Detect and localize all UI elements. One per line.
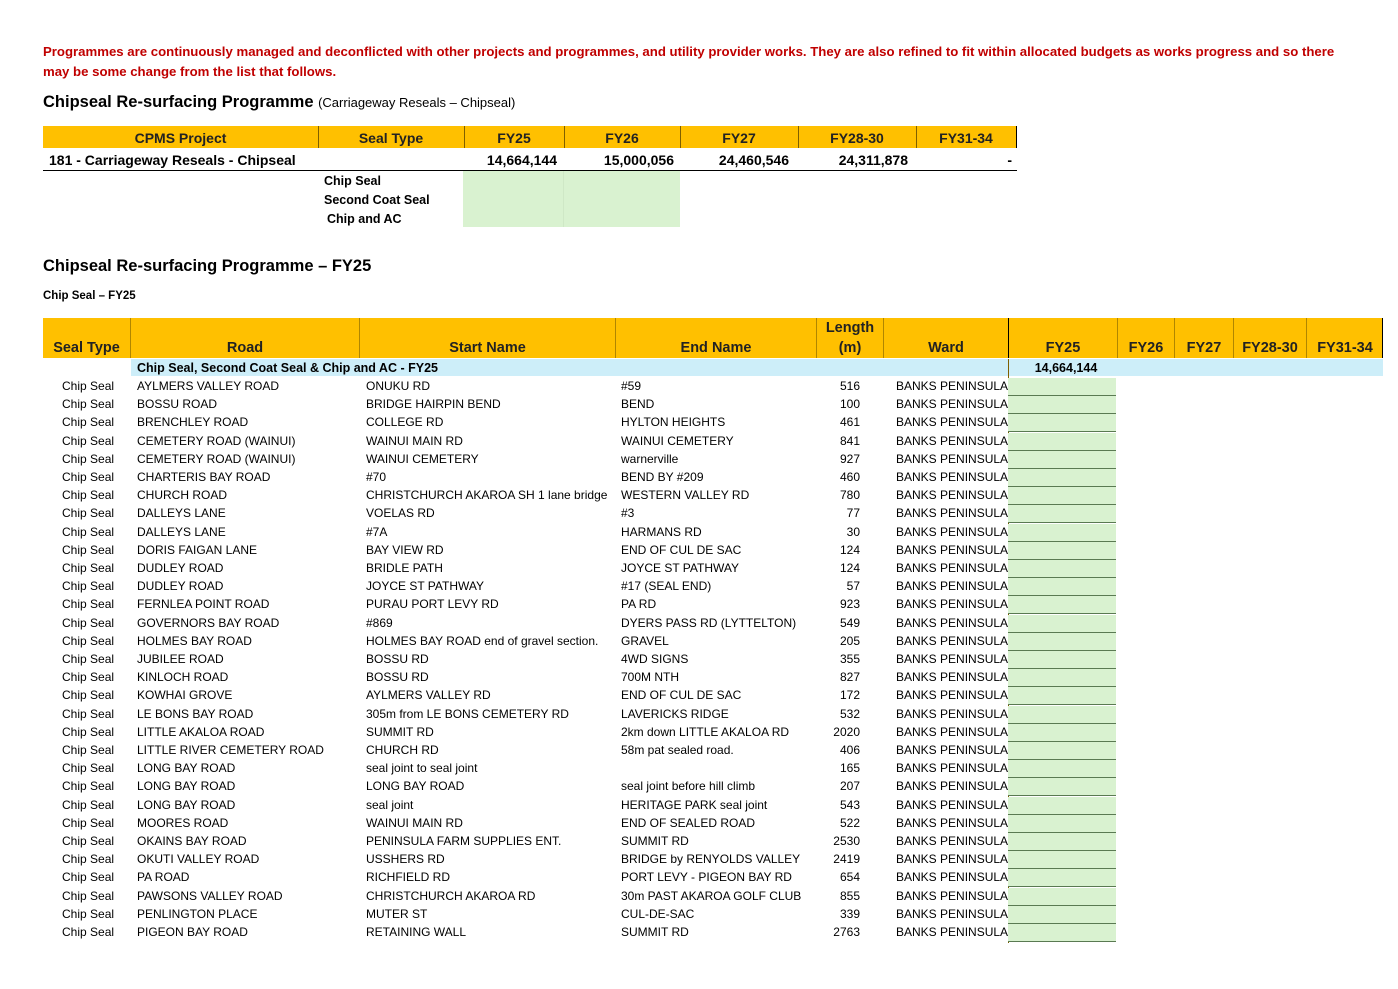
table-row bbox=[0, 633, 1398, 651]
end-name-cell: WAINUI CEMETERY bbox=[621, 433, 734, 448]
seal-type-cell: Chip Seal bbox=[62, 852, 115, 867]
summary-fy31-34-value: - bbox=[1007, 152, 1012, 168]
ward-cell: BANKS PENINSULA bbox=[896, 743, 1009, 757]
ward-cell: BANKS PENINSULA bbox=[896, 724, 1009, 739]
end-name-cell: END OF SEALED ROAD bbox=[621, 815, 756, 830]
seal-type-cell: Chip Seal bbox=[62, 615, 115, 630]
length-cell: 827 bbox=[839, 670, 860, 685]
end-name-cell: LAVERICKS RIDGE bbox=[621, 706, 729, 721]
summary-project-row bbox=[43, 148, 1017, 171]
seal-type-cell: Chip Seal bbox=[62, 433, 115, 448]
start-name-cell: #70 bbox=[366, 470, 387, 484]
length-cell: 355 bbox=[839, 652, 860, 666]
programme-title: Chipseal Re-surfacing Programme bbox=[43, 93, 314, 111]
fy25-cell bbox=[1008, 651, 1116, 669]
summary-fy25-value: 14,664,144 bbox=[486, 152, 557, 168]
start-name-cell: HOLMES BAY ROAD end of gravel section. bbox=[366, 633, 599, 648]
table-row bbox=[0, 615, 1398, 633]
fy25-cell bbox=[1008, 742, 1116, 760]
end-name-cell: SUMMIT RD bbox=[621, 834, 689, 848]
end-name-cell: seal joint before hill climb bbox=[621, 779, 756, 794]
table-row bbox=[0, 906, 1398, 924]
road-cell: HOLMES BAY ROAD bbox=[137, 633, 252, 648]
road-cell: PIGEON BAY ROAD bbox=[137, 925, 248, 939]
end-name-cell: DYERS PASS RD (LYTTELTON) bbox=[621, 615, 797, 630]
length-cell: 543 bbox=[839, 797, 860, 812]
table-row bbox=[0, 924, 1398, 942]
end-name-cell: #59 bbox=[621, 379, 642, 393]
header-fy26: FY26 bbox=[1128, 340, 1164, 356]
road-cell: FERNLEA POINT ROAD bbox=[137, 597, 270, 612]
start-name-cell: 305m from LE BONS CEMETERY RD bbox=[366, 706, 569, 721]
end-name-cell: BEND BY #209 bbox=[621, 470, 704, 484]
length-cell: 516 bbox=[839, 379, 860, 393]
end-name-cell: PORT LEVY - PIGEON BAY RD bbox=[621, 870, 792, 885]
ward-cell: BANKS PENINSULA bbox=[896, 925, 1009, 939]
length-cell: 2763 bbox=[833, 925, 860, 939]
fy25-cell bbox=[1008, 724, 1116, 742]
header-fy28-30: FY28-30 bbox=[1242, 340, 1298, 356]
ward-cell: BANKS PENINSULA bbox=[896, 579, 1009, 594]
seal-type-cell: Chip Seal bbox=[62, 597, 115, 612]
seal-type-cell: Chip Seal bbox=[62, 743, 115, 757]
road-cell: LITTLE RIVER CEMETERY ROAD bbox=[137, 743, 324, 757]
table-row bbox=[0, 869, 1398, 887]
length-cell: 2419 bbox=[833, 852, 860, 867]
summary-fy28-30-value: 24,311,878 bbox=[838, 152, 908, 168]
header-fy31-34: FY31-34 bbox=[1317, 340, 1373, 356]
header-fy27: FY27 bbox=[1186, 340, 1222, 356]
length-cell: 855 bbox=[839, 888, 860, 903]
start-name-cell: RETAINING WALL bbox=[366, 925, 467, 939]
length-cell: 124 bbox=[839, 542, 860, 557]
ward-cell: BANKS PENINSULA bbox=[896, 870, 1009, 885]
ward-cell: BANKS PENINSULA bbox=[896, 652, 1009, 666]
length-cell: 100 bbox=[839, 397, 860, 412]
start-name-cell: PURAU PORT LEVY RD bbox=[366, 597, 499, 612]
fy25-cell bbox=[1008, 888, 1116, 906]
table-row bbox=[0, 651, 1398, 669]
end-name-cell: END OF CUL DE SAC bbox=[621, 688, 742, 703]
seal-type-chip-seal: Chip Seal bbox=[324, 174, 381, 188]
seal-type-cell: Chip Seal bbox=[62, 797, 115, 812]
fy25-cell bbox=[1008, 560, 1116, 578]
seal-type-cell: Chip Seal bbox=[62, 379, 115, 393]
road-cell: BRENCHLEY ROAD bbox=[137, 415, 249, 430]
road-cell: MOORES ROAD bbox=[137, 815, 229, 830]
ward-cell: BANKS PENINSULA bbox=[896, 524, 1009, 539]
end-name-cell: HYLTON HEIGHTS bbox=[621, 415, 726, 430]
length-cell: 532 bbox=[839, 706, 860, 721]
length-cell: 923 bbox=[839, 597, 860, 612]
start-name-cell: WAINUI MAIN RD bbox=[366, 815, 463, 830]
start-name-cell: WAINUI CEMETERY bbox=[366, 451, 479, 466]
road-cell: LONG BAY ROAD bbox=[137, 797, 236, 812]
summary-header-fy25: FY25 bbox=[497, 130, 531, 146]
table-row bbox=[0, 451, 1398, 469]
ward-cell: BANKS PENINSULA bbox=[896, 433, 1009, 448]
road-cell: DUDLEY ROAD bbox=[137, 579, 224, 594]
fy25-cell bbox=[1008, 396, 1116, 414]
summary-fy26-value: 15,000,056 bbox=[603, 152, 674, 168]
end-name-cell: END OF CUL DE SAC bbox=[621, 542, 742, 557]
summary-project-name: 181 - Carriageway Reseals - Chipseal bbox=[49, 152, 296, 168]
start-name-cell: COLLEGE RD bbox=[366, 415, 444, 430]
table-row bbox=[0, 596, 1398, 614]
road-cell: JUBILEE ROAD bbox=[137, 652, 224, 666]
seal-type-cell: Chip Seal bbox=[62, 906, 115, 921]
length-cell: 30 bbox=[846, 524, 860, 539]
group-total-value: 14,664,144 bbox=[1034, 361, 1098, 375]
end-name-cell: 2km down LITTLE AKALOA RD bbox=[621, 724, 790, 739]
summary-seal-type-fill bbox=[463, 171, 680, 227]
end-name-cell: 4WD SIGNS bbox=[621, 652, 689, 666]
ward-cell: BANKS PENINSULA bbox=[896, 815, 1009, 830]
ward-cell: BANKS PENINSULA bbox=[896, 542, 1009, 557]
table-row bbox=[0, 505, 1398, 523]
table-row bbox=[0, 542, 1398, 560]
road-cell: PA ROAD bbox=[137, 870, 190, 885]
fy25-cell bbox=[1008, 760, 1116, 778]
table-row bbox=[0, 833, 1398, 851]
ward-cell: BANKS PENINSULA bbox=[896, 415, 1009, 430]
road-cell: DORIS FAIGAN LANE bbox=[137, 542, 258, 557]
table-row bbox=[0, 378, 1398, 396]
fy25-cell bbox=[1008, 469, 1116, 487]
ward-cell: BANKS PENINSULA bbox=[896, 633, 1009, 648]
ward-cell: BANKS PENINSULA bbox=[896, 797, 1009, 812]
header-fy25: FY25 bbox=[1045, 340, 1081, 356]
length-cell: 406 bbox=[839, 743, 860, 757]
fy25-cell bbox=[1008, 669, 1116, 687]
table-row bbox=[0, 724, 1398, 742]
fy25-cell bbox=[1008, 487, 1116, 505]
road-cell: BOSSU ROAD bbox=[137, 397, 218, 412]
ward-cell: BANKS PENINSULA bbox=[896, 615, 1009, 630]
road-cell: CEMETERY ROAD (WAINUI) bbox=[137, 451, 296, 466]
end-name-cell: warnerville bbox=[621, 451, 679, 466]
seal-type-cell: Chip Seal bbox=[62, 761, 115, 776]
table-row bbox=[0, 706, 1398, 724]
road-cell: DUDLEY ROAD bbox=[137, 561, 224, 575]
length-cell: 77 bbox=[846, 506, 860, 521]
end-name-cell: WESTERN VALLEY RD bbox=[621, 488, 750, 503]
summary-header-fy31-34: FY31-34 bbox=[939, 130, 993, 146]
summary-seal-type-list bbox=[324, 172, 430, 229]
summary-header-row bbox=[43, 126, 1017, 148]
fy25-section-title: Chipseal Re-surfacing Programme – FY25 bbox=[43, 257, 372, 275]
fy25-cell bbox=[1008, 869, 1116, 887]
end-name-cell: GRAVEL bbox=[621, 633, 669, 648]
length-cell: 172 bbox=[839, 688, 860, 703]
ward-cell: BANKS PENINSULA bbox=[896, 379, 1009, 393]
ward-cell: BANKS PENINSULA bbox=[896, 688, 1009, 703]
length-cell: 57 bbox=[846, 579, 860, 594]
main-table-header bbox=[43, 318, 1383, 358]
ward-cell: BANKS PENINSULA bbox=[896, 597, 1009, 612]
table-row bbox=[0, 888, 1398, 906]
seal-type-cell: Chip Seal bbox=[62, 451, 115, 466]
seal-type-second-coat: Second Coat Seal bbox=[324, 193, 430, 207]
road-cell: CHARTERIS BAY ROAD bbox=[137, 470, 271, 484]
header-seal-type: Seal Type bbox=[53, 340, 120, 356]
fy25-cell bbox=[1008, 615, 1116, 633]
fy25-cell bbox=[1008, 596, 1116, 614]
summary-fy27-value: 24,460,546 bbox=[718, 152, 789, 168]
start-name-cell: RICHFIELD RD bbox=[366, 870, 451, 885]
seal-type-cell: Chip Seal bbox=[62, 688, 115, 703]
start-name-cell: seal joint bbox=[366, 797, 414, 812]
summary-header-fy27: FY27 bbox=[722, 130, 756, 146]
length-cell: 2530 bbox=[833, 834, 860, 848]
road-cell: PENLINGTON PLACE bbox=[137, 906, 258, 921]
road-cell: KOWHAI GROVE bbox=[137, 688, 233, 703]
road-cell: LONG BAY ROAD bbox=[137, 779, 236, 794]
header-length: Length bbox=[825, 320, 875, 336]
fy25-cell bbox=[1008, 851, 1116, 869]
start-name-cell: BRIDGE HAIRPIN BEND bbox=[366, 397, 501, 412]
fy25-cell bbox=[1008, 633, 1116, 651]
end-name-cell: PA RD bbox=[621, 597, 657, 612]
length-cell: 780 bbox=[839, 488, 860, 503]
length-cell: 207 bbox=[839, 779, 860, 794]
start-name-cell: BRIDLE PATH bbox=[366, 561, 443, 575]
length-cell: 522 bbox=[839, 815, 860, 830]
programme-subtitle: (Carriageway Reseals – Chipseal) bbox=[318, 95, 516, 110]
fy25-cell bbox=[1008, 414, 1116, 432]
seal-type-cell: Chip Seal bbox=[62, 561, 115, 575]
start-name-cell: #7A bbox=[366, 524, 388, 539]
end-name-cell: #17 (SEAL END) bbox=[621, 579, 712, 594]
road-cell: GOVERNORS BAY ROAD bbox=[137, 615, 280, 630]
header-ward: Ward bbox=[928, 340, 964, 356]
length-cell: 461 bbox=[839, 415, 860, 430]
table-row bbox=[0, 778, 1398, 796]
seal-type-cell: Chip Seal bbox=[62, 925, 115, 939]
seal-type-cell: Chip Seal bbox=[62, 633, 115, 648]
seal-type-cell: Chip Seal bbox=[62, 506, 115, 521]
end-name-cell: SUMMIT RD bbox=[621, 925, 689, 939]
table-row bbox=[0, 487, 1398, 505]
start-name-cell: SUMMIT RD bbox=[366, 724, 434, 739]
end-name-cell: 58m pat sealed road. bbox=[621, 743, 734, 757]
fy25-subsection-title: Chip Seal – FY25 bbox=[43, 290, 136, 302]
table-row bbox=[0, 851, 1398, 869]
table-row bbox=[0, 524, 1398, 542]
summary-header-seal-type: Seal Type bbox=[358, 130, 424, 146]
ward-cell: BANKS PENINSULA bbox=[896, 779, 1009, 794]
end-name-cell: 700M NTH bbox=[621, 670, 680, 685]
seal-type-cell: Chip Seal bbox=[62, 815, 115, 830]
ward-cell: BANKS PENINSULA bbox=[896, 506, 1009, 521]
table-row bbox=[0, 578, 1398, 596]
road-cell: PAWSONS VALLEY ROAD bbox=[137, 888, 283, 903]
start-name-cell: CHRISTCHURCH AKAROA SH 1 lane bridge bbox=[366, 488, 608, 503]
road-cell: OKAINS BAY ROAD bbox=[137, 834, 247, 848]
group-row-fy25-total bbox=[1008, 359, 1116, 376]
fy25-cell bbox=[1008, 906, 1116, 924]
summary-header-fy28-30: FY28-30 bbox=[830, 130, 884, 146]
end-name-cell: CUL-DE-SAC bbox=[621, 906, 695, 921]
table-row bbox=[0, 669, 1398, 687]
length-cell: 841 bbox=[839, 433, 860, 448]
fy25-cell bbox=[1008, 505, 1116, 523]
road-cell: LONG BAY ROAD bbox=[137, 761, 236, 776]
fy25-cell bbox=[1008, 378, 1116, 396]
fy25-cell bbox=[1008, 433, 1116, 451]
start-name-cell: #869 bbox=[366, 615, 393, 630]
seal-type-cell: Chip Seal bbox=[62, 470, 115, 484]
start-name-cell: USSHERS RD bbox=[366, 852, 445, 867]
ward-cell: BANKS PENINSULA bbox=[896, 834, 1009, 848]
fy25-cell bbox=[1008, 524, 1116, 542]
fy25-cell bbox=[1008, 815, 1116, 833]
table-row bbox=[0, 414, 1398, 432]
end-name-cell: JOYCE ST PATHWAY bbox=[621, 561, 740, 575]
header-end-name: End Name bbox=[680, 340, 752, 356]
seal-type-cell: Chip Seal bbox=[62, 488, 115, 503]
header-length-unit: (m) bbox=[838, 340, 862, 356]
seal-type-cell: Chip Seal bbox=[62, 397, 115, 412]
road-cell: OKUTI VALLEY ROAD bbox=[137, 852, 260, 867]
fy25-cell bbox=[1008, 687, 1116, 705]
table-row bbox=[0, 687, 1398, 705]
road-cell: LE BONS BAY ROAD bbox=[137, 706, 254, 721]
seal-type-cell: Chip Seal bbox=[62, 670, 115, 685]
start-name-cell: JOYCE ST PATHWAY bbox=[366, 579, 485, 594]
seal-type-cell: Chip Seal bbox=[62, 706, 115, 721]
start-name-cell: ONUKU RD bbox=[366, 379, 431, 393]
end-name-cell: 30m PAST AKAROA GOLF CLUB bbox=[621, 888, 802, 903]
ward-cell: BANKS PENINSULA bbox=[896, 888, 1009, 903]
road-cell: DALLEYS LANE bbox=[137, 506, 226, 521]
start-name-cell: VOELAS RD bbox=[366, 506, 435, 521]
length-cell: 927 bbox=[839, 451, 860, 466]
length-cell: 460 bbox=[839, 470, 860, 484]
road-cell: LITTLE AKALOA ROAD bbox=[137, 724, 265, 739]
end-name-cell: HERITAGE PARK seal joint bbox=[621, 797, 768, 812]
road-cell: DALLEYS LANE bbox=[137, 524, 226, 539]
seal-type-cell: Chip Seal bbox=[62, 888, 115, 903]
ward-cell: BANKS PENINSULA bbox=[896, 761, 1009, 776]
group-row-label: Chip Seal, Second Coat Seal & Chip and AC - FY25 bbox=[137, 361, 438, 375]
fy25-cell bbox=[1008, 924, 1116, 942]
seal-type-cell: Chip Seal bbox=[62, 652, 115, 666]
fy25-cell bbox=[1008, 542, 1116, 560]
table-row bbox=[0, 815, 1398, 833]
road-cell: KINLOCH ROAD bbox=[137, 670, 229, 685]
start-name-cell: AYLMERS VALLEY RD bbox=[366, 688, 491, 703]
fy25-cell bbox=[1008, 706, 1116, 724]
start-name-cell: CHRISTCHURCH AKAROA RD bbox=[366, 888, 536, 903]
summary-header-fy26: FY26 bbox=[605, 130, 639, 146]
length-cell: 165 bbox=[839, 761, 860, 776]
ward-cell: BANKS PENINSULA bbox=[896, 852, 1009, 867]
length-cell: 205 bbox=[839, 633, 860, 648]
seal-type-cell: Chip Seal bbox=[62, 779, 115, 794]
start-name-cell: WAINUI MAIN RD bbox=[366, 433, 463, 448]
programme-heading bbox=[43, 93, 515, 112]
fy25-cell bbox=[1008, 451, 1116, 469]
fy25-cell bbox=[1008, 778, 1116, 796]
programme-notice: Programmes are continuously managed and deconflicted with other projects and programmes, and utility provider works. They are also refined to fit within allocated budgets as works progress and so there may be some change from the list that follows. bbox=[43, 44, 1335, 79]
seal-type-cell: Chip Seal bbox=[62, 579, 115, 594]
ward-cell: BANKS PENINSULA bbox=[896, 670, 1009, 685]
seal-type-cell: Chip Seal bbox=[62, 870, 115, 885]
seal-type-cell: Chip Seal bbox=[62, 542, 115, 557]
fy25-cell bbox=[1008, 833, 1116, 851]
table-row bbox=[0, 797, 1398, 815]
fy25-cell bbox=[1008, 578, 1116, 596]
start-name-cell: MUTER ST bbox=[366, 906, 428, 921]
header-start-name: Start Name bbox=[449, 340, 526, 356]
table-row bbox=[0, 396, 1398, 414]
ward-cell: BANKS PENINSULA bbox=[896, 906, 1009, 921]
road-cell: CEMETERY ROAD (WAINUI) bbox=[137, 433, 296, 448]
ward-cell: BANKS PENINSULA bbox=[896, 706, 1009, 721]
table-row bbox=[0, 742, 1398, 760]
fy25-cell bbox=[1008, 797, 1116, 815]
ward-cell: BANKS PENINSULA bbox=[896, 488, 1009, 503]
length-cell: 2020 bbox=[833, 724, 860, 739]
start-name-cell: CHURCH RD bbox=[366, 743, 439, 757]
end-name-cell: HARMANS RD bbox=[621, 524, 702, 539]
start-name-cell: seal joint to seal joint bbox=[366, 761, 478, 776]
end-name-cell: BEND bbox=[621, 397, 655, 412]
end-name-cell: BRIDGE by RENYOLDS VALLEY bbox=[621, 852, 801, 867]
start-name-cell: BOSSU RD bbox=[366, 652, 429, 666]
seal-type-cell: Chip Seal bbox=[62, 724, 115, 739]
ward-cell: BANKS PENINSULA bbox=[896, 397, 1009, 412]
seal-type-cell: Chip Seal bbox=[62, 524, 115, 539]
table-row bbox=[0, 433, 1398, 451]
table-row bbox=[0, 560, 1398, 578]
table-row bbox=[0, 760, 1398, 778]
seal-type-cell: Chip Seal bbox=[62, 415, 115, 430]
table-row bbox=[0, 469, 1398, 487]
start-name-cell: BOSSU RD bbox=[366, 670, 429, 685]
length-cell: 654 bbox=[839, 870, 860, 885]
start-name-cell: LONG BAY ROAD bbox=[366, 779, 465, 794]
length-cell: 124 bbox=[839, 561, 860, 575]
header-road: Road bbox=[226, 340, 264, 356]
length-cell: 339 bbox=[839, 906, 860, 921]
start-name-cell: PENINSULA FARM SUPPLIES ENT. bbox=[366, 834, 562, 848]
ward-cell: BANKS PENINSULA bbox=[896, 470, 1009, 484]
summary-header-project: CPMS Project bbox=[134, 130, 227, 146]
end-name-cell: #3 bbox=[621, 506, 635, 521]
seal-type-chip-ac: Chip and AC bbox=[327, 212, 402, 226]
length-cell: 549 bbox=[839, 615, 860, 630]
ward-cell: BANKS PENINSULA bbox=[896, 561, 1009, 575]
seal-type-cell: Chip Seal bbox=[62, 834, 115, 848]
road-cell: AYLMERS VALLEY ROAD bbox=[137, 379, 280, 393]
road-cell: CHURCH ROAD bbox=[137, 488, 227, 503]
start-name-cell: BAY VIEW RD bbox=[366, 542, 444, 557]
ward-cell: BANKS PENINSULA bbox=[896, 451, 1009, 466]
